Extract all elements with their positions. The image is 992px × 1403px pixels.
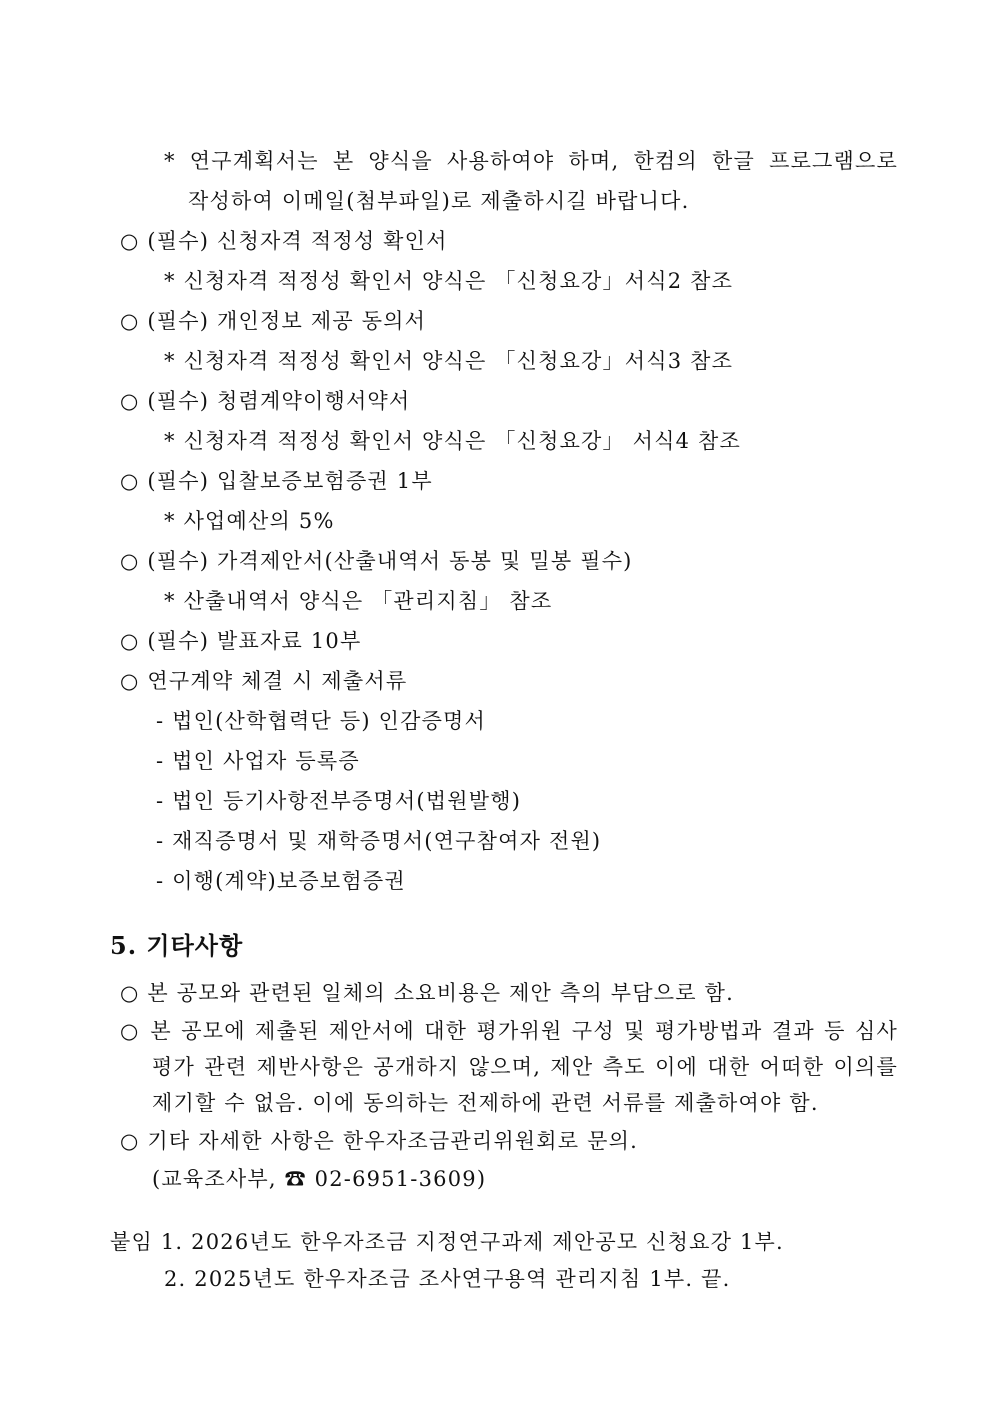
note-research-plan-1: * 연구계획서는 본 양식을 사용하여야 하며, 한컴의 한글 프로그램으로: [164, 149, 898, 173]
note-integrity-pledge: * 신청자격 적정성 확인서 양식은 「신청요강」 서식4 참조: [164, 429, 741, 453]
contract-doc-performance-bond: - 이행(계약)보증보험증권: [156, 869, 406, 893]
item-privacy-consent: ○ (필수) 개인정보 제공 동의서: [120, 309, 427, 333]
contract-doc-seal-cert: - 법인(산학협력단 등) 인감증명서: [156, 709, 487, 733]
contract-doc-corp-registry: - 법인 등기사항전부증명서(법원발행): [156, 789, 522, 813]
note-price-proposal: * 산출내역서 양식은 「관리지침」 참조: [164, 589, 553, 613]
etc-item-contact: (교육조사부, ☎ 02-6951-3609): [152, 1167, 487, 1191]
item-eligibility-form: ○ (필수) 신청자격 적정성 확인서: [120, 229, 448, 253]
etc-item-inquiry: ○ 기타 자세한 사항은 한우자조금관리위원회로 문의.: [120, 1129, 638, 1153]
attachment-1: 붙임 1. 2026년도 한우자조금 지정연구과제 제안공모 신청요강 1부.: [110, 1230, 784, 1254]
etc-item-costs: ○ 본 공모와 관련된 일체의 소요비용은 제안 측의 부담으로 함.: [120, 981, 734, 1005]
etc-item-evaluation-2: 평가 관련 제반사항은 공개하지 않으며, 제안 측도 이에 대한 어떠한 이의를: [152, 1055, 898, 1079]
attachment-2: 2. 2025년도 한우자조금 조사연구용역 관리지침 1부. 끝.: [164, 1267, 731, 1291]
note-eligibility-form: * 신청자격 적정성 확인서 양식은 「신청요강」서식2 참조: [164, 269, 734, 293]
item-presentation: ○ (필수) 발표자료 10부: [120, 629, 362, 653]
item-price-proposal: ○ (필수) 가격제안서(산출내역서 동봉 및 밀봉 필수): [120, 549, 633, 573]
item-contract-docs: ○ 연구계약 체결 시 제출서류: [120, 669, 408, 693]
note-bid-bond: * 사업예산의 5%: [164, 509, 335, 533]
note-privacy-consent: * 신청자격 적정성 확인서 양식은 「신청요강」서식3 참조: [164, 349, 734, 373]
section-title-etc: 5. 기타사항: [110, 931, 244, 960]
contract-doc-business-reg: - 법인 사업자 등록증: [156, 749, 360, 773]
etc-item-evaluation-3: 제기할 수 없음. 이에 동의하는 전제하에 관련 서류를 제출하여야 함.: [152, 1091, 819, 1115]
etc-item-evaluation-1: ○ 본 공모에 제출된 제안서에 대한 평가위원 구성 및 평가방법과 결과 등 심사: [120, 1019, 898, 1043]
item-integrity-pledge: ○ (필수) 청렴계약이행서약서: [120, 389, 411, 413]
note-research-plan-2: 작성하여 이메일(첨부파일)로 제출하시길 바랍니다.: [188, 189, 690, 213]
contract-doc-employment-cert: - 재직증명서 및 재학증명서(연구참여자 전원): [156, 829, 602, 853]
item-bid-bond: ○ (필수) 입찰보증보험증권 1부: [120, 469, 433, 493]
